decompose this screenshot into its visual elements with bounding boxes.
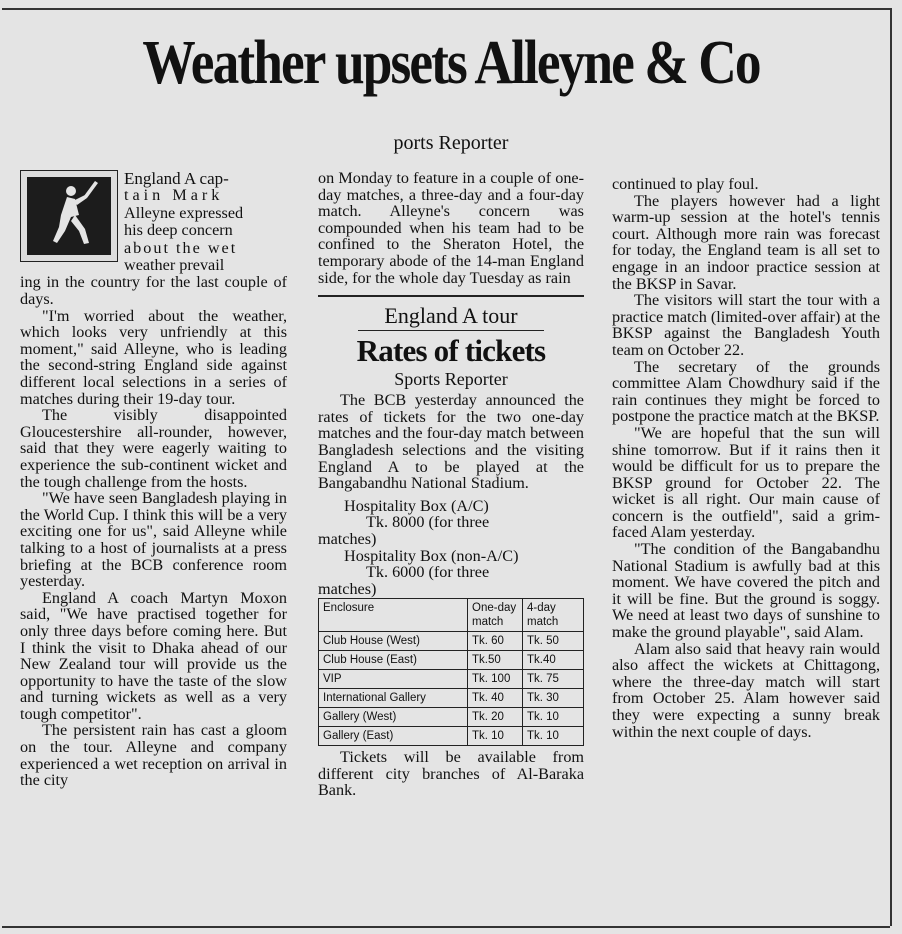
table-row <box>319 651 584 670</box>
box-byline: Sports Reporter <box>394 369 508 390</box>
headline: Weather upsets Alleyne & Co <box>142 29 760 97</box>
paragraph: "The condition of the Bangabandhu National Stadium is awfully bad at this moment. We have covered the pitch and it will be fine. But the ground is soggy. We need at least two days of sunshine to make the ground playable", said Alam. <box>612 540 880 642</box>
table-cell: Club House (East) <box>319 651 468 670</box>
rate-continued: matches) <box>318 579 377 598</box>
ticket-rates-table <box>318 598 584 746</box>
paragraph: The visibly disappointed Gloucestershire all-rounder, however, said that they were eagerly waiting to experience the sub-continent wicket and the tough challenge from the hosts. <box>20 406 287 491</box>
table-cell: Tk. 10 <box>468 727 523 746</box>
table-cell: Tk. 50 <box>523 632 584 651</box>
rate-label: Hospitality Box (non-A/C) <box>344 546 519 565</box>
continued-text: on Monday to feature in a couple of one-day matches, a three-day and a four-day match. Alleyne's concern was compounded when his team had to be confined to the Sheraton Hotel, the temporary abode of the 14-man England side, for the whole day Tuesday as rain <box>318 169 584 287</box>
paragraph: The BCB yesterday announced the rates of tickets for the two one-day matches and the four-day match between Bangladesh selections and the visiting England A to be played at the Bangabandhu National Stadium. <box>318 391 584 493</box>
lead-line-1: England A cap- <box>124 169 229 188</box>
top-rule <box>2 8 890 10</box>
paragraph: The secretary of the grounds committee Alam Chowdhury said if the rain continues they might be forced to postpone the practice match at the BKSP. <box>612 357 880 426</box>
paragraph: "We have seen Bangladesh playing in the World Cup. I think this will be a very exciting one for us", said Alleyne while talking to a host of journalists at a press briefing at the BCB conference room yesterday. <box>20 489 287 591</box>
box-title-rule <box>358 330 544 331</box>
paragraph: The players however had a light warm-up session at the hotel's tennis court. Although more rain was forecast for today, the England team is all set to engage in an indoor practice session at the BKSP in Savar. <box>612 191 880 293</box>
table-header: One-day match <box>468 599 523 632</box>
table-cell: VIP <box>319 670 468 689</box>
table-cell: Tk. 40 <box>468 689 523 708</box>
table-row <box>319 670 584 689</box>
table-cell: Gallery (East) <box>319 727 468 746</box>
paragraph: The visitors will start the tour with a practice match (limited-over affair) at the BKSP against the Bangladesh Youth team on October 22. <box>612 291 881 359</box>
column-1 <box>20 170 287 789</box>
rate-price: Tk. 8000 (for three <box>366 513 490 532</box>
box-title: England A tour <box>384 303 518 329</box>
table-row <box>319 689 584 708</box>
box-headline: Rates of tickets <box>356 333 546 369</box>
table-header-row <box>319 599 584 632</box>
table-cell: Tk. 10 <box>523 727 584 746</box>
paragraph: Tickets will be available from different city branches of Al-Baraka Bank. <box>318 748 584 800</box>
rate-continued: matches) <box>318 529 377 548</box>
lead-line-3: Alleyne expressed <box>124 203 244 222</box>
lead-paragraph-end: ing in the country for the last couple of days. <box>20 273 287 309</box>
paragraph: "We are hopeful that the sun will shine tomorrow. But if it rains then it would be difficult for us to prepare the BKSP ground for October 22. The wicket is all right. Our main cause of concern is the outfield", said a grim-faced Alam yesterday. <box>612 423 880 542</box>
paragraph: Alam also said that heavy rain would also affect the wickets at Chittagong, where the three-day match will start from October 25. Alam however said they were expecting a sunny break within the next couple of days. <box>612 639 880 741</box>
box-divider <box>318 295 584 297</box>
table-row <box>319 708 584 727</box>
paragraph: The persistent rain has cast a gloom on the tour. Alleyne and company experienced a wet reception on arrival in the city <box>20 721 287 790</box>
continued-text: continued to play foul. <box>612 175 759 193</box>
table-cell: Tk. 20 <box>468 708 523 727</box>
paragraph: England A coach Martyn Moxon said, "We have practised together for only three days before coming here. But I think the visit to Dhaka ahead of our New Zealand tour will provide us the opportunity to have the taste of the slow and turning wickets as well as a very tough competitor". <box>20 588 287 723</box>
table-cell: Tk. 100 <box>468 670 523 689</box>
table-cell: Tk.50 <box>468 651 523 670</box>
paragraph: "I'm worried about the weather, which looks very unfriendly at this moment," said Alleyne, who is leading the second-string England side against different local selections in a series of matches during their 19-day tour. <box>20 306 287 408</box>
table-cell: Gallery (West) <box>319 708 468 727</box>
table-header: 4-day match <box>523 599 584 632</box>
column-3 <box>612 176 880 740</box>
table-cell: Tk. 60 <box>468 632 523 651</box>
lead-line-2: tain Mark <box>124 186 224 205</box>
table-row <box>319 727 584 746</box>
table-cell: Tk. 30 <box>523 689 584 708</box>
lead-line-6: weather prevail <box>124 256 225 275</box>
rate-price: Tk. 6000 (for three <box>366 563 490 582</box>
byline: ports Reporter <box>393 132 509 154</box>
rate-label: Hospitality Box (A/C) <box>344 496 489 515</box>
table-cell: Tk. 75 <box>523 670 584 689</box>
table-row <box>319 632 584 651</box>
table-cell: Tk.40 <box>523 651 584 670</box>
table-cell: Tk. 10 <box>523 708 584 727</box>
table-header: Enclosure <box>319 599 468 632</box>
lead-line-4: his deep concern <box>124 221 233 240</box>
bottom-rule <box>2 926 890 928</box>
cricket-batsman-icon <box>20 170 118 262</box>
lead-line-5: about the wet <box>124 238 238 257</box>
table-cell: Club House (West) <box>319 632 468 651</box>
column-2 <box>318 170 584 799</box>
sidebar-box <box>318 303 584 799</box>
table-cell: International Gallery <box>319 689 468 708</box>
